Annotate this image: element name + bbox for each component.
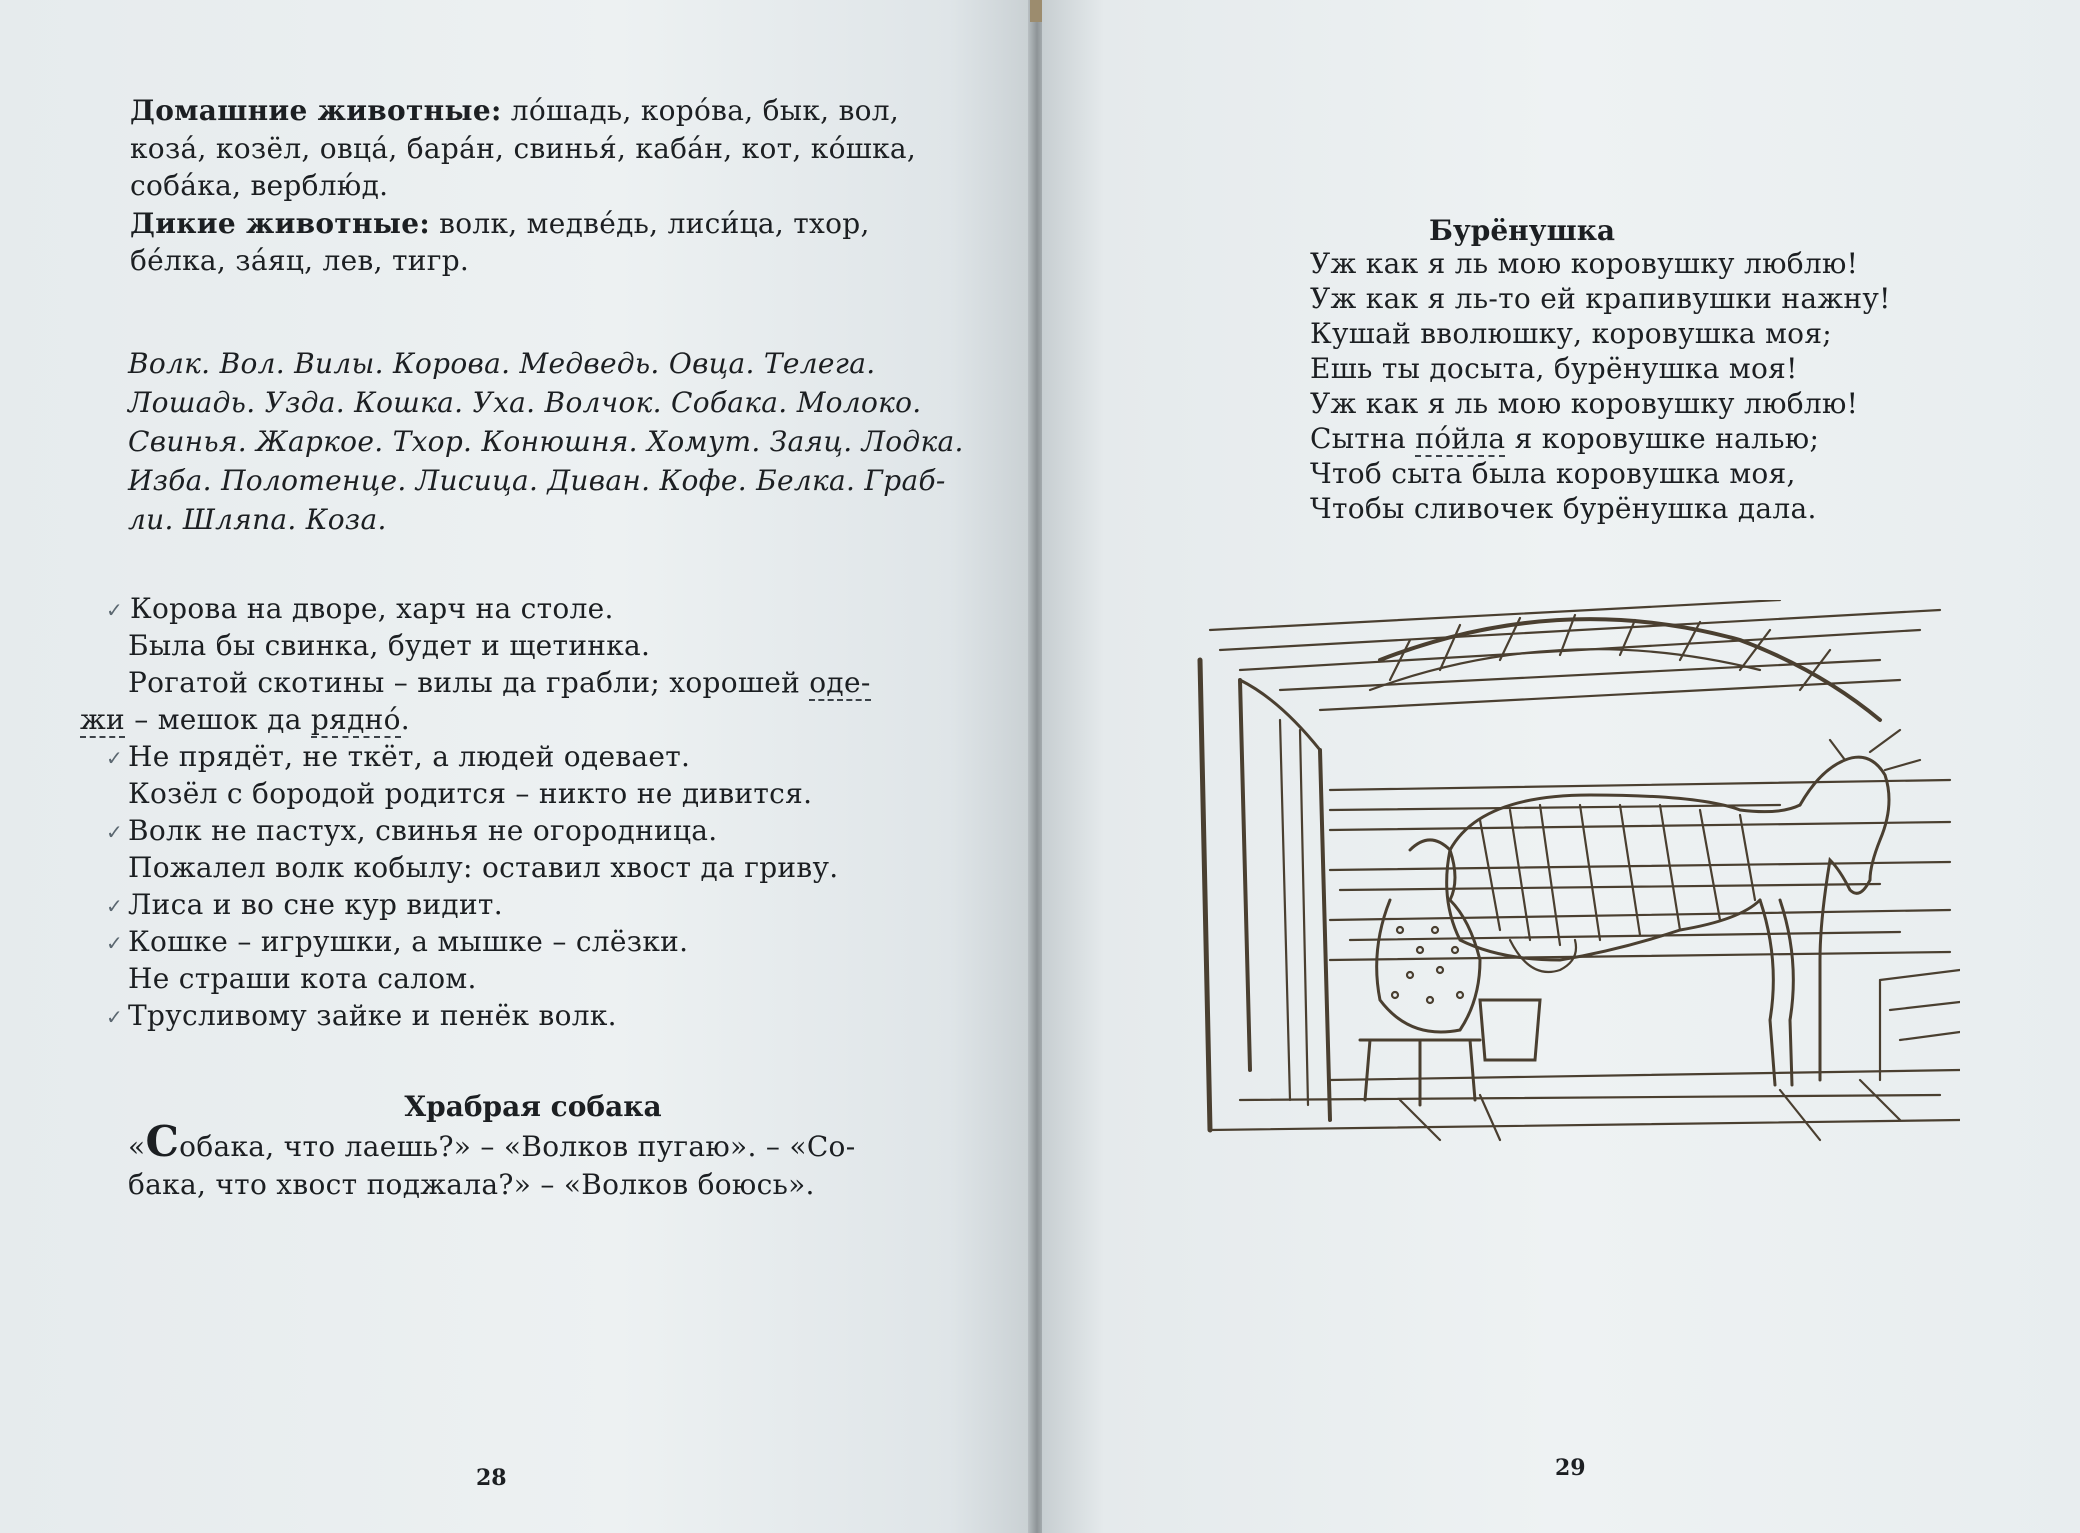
word-list-line: ли. Шляпа. Коза. [128, 503, 387, 536]
domestic-animals-paragraph [130, 92, 935, 280]
underlined-word: рядно́ [310, 703, 401, 736]
page-number-left: 28 [476, 1465, 507, 1491]
underlined-word: жи [80, 703, 126, 736]
check-mark-icon: ✓ [106, 894, 124, 918]
left-page [0, 0, 1032, 1533]
proverb-line: ✓ Корова на дворе, харч на столе. [128, 590, 938, 627]
domestic-text-3: соба́ка, верблю́д. [130, 169, 389, 202]
poem-title: Бурёнушка [1428, 214, 1616, 247]
poem-line: Уж как я ль мою коровушку люблю! [1310, 387, 1859, 420]
proverb-line: Не страши кота салом. [128, 962, 477, 995]
italic-word-list [128, 344, 964, 539]
domestic-text-1: ло́шадь, коро́ва, бык, вол, [501, 94, 900, 127]
domestic-text-2: коза́, козёл, овца́, бара́н, свинья́, каба́н, кот, ко́шка, [130, 131, 917, 165]
check-mark-icon: ✓ [106, 746, 124, 770]
proverb-line: Рогатой скотины – вилы да грабли; хорошей оде- [128, 666, 871, 699]
proverb-line: ✓ Лиса и во сне кур видит. [128, 886, 938, 923]
underlined-word: по́йла [1415, 422, 1506, 455]
story-title: Храбрая собака [404, 1090, 662, 1123]
proverb-line: Козёл с бородой родится – никто не дивится. [128, 777, 813, 810]
check-mark-icon: ✓ [106, 598, 124, 622]
word-list-line: Свинья. Жаркое. Тхор. Конюшня. Хомут. Заяц. Лодка. [128, 425, 964, 458]
proverb-line: ✓ Не прядёт, не ткёт, а людей одевает. [128, 738, 938, 775]
proverb-line: жи – мешок да рядно́. [80, 703, 410, 736]
underlined-word: оде- [809, 666, 871, 699]
poem-line: Чтоб сыта была коровушка моя, [1310, 457, 1796, 490]
proverb-line: ✓ Трусливому зайке и пенёк волк. [128, 997, 938, 1034]
proverbs-list [80, 590, 938, 1034]
check-mark-icon: ✓ [106, 820, 124, 844]
cow-milking-illustration [1180, 600, 1960, 1160]
proverb-line: Была бы свинка, будет и щетинка. [128, 629, 651, 662]
word-list-line: Изба. Полотенце. Лисица. Диван. Кофе. Белка. Граб- [128, 464, 946, 497]
proverb-line: Пожалел волк кобылу: оставил хвост да гриву. [128, 851, 839, 884]
poem-line: Кушай вволюшку, коровушка моя; [1310, 317, 1833, 350]
domestic-label: Домашние животные: [130, 94, 502, 127]
poem-line: Уж как я ль-то ей крапивушки нажну! [1310, 282, 1891, 315]
poem-text [1310, 246, 2010, 526]
proverb-line: ✓ Кошке – игрушки, а мышке – слёзки. [128, 923, 938, 960]
story-text: «Собака, что лаешь?» – «Волков пугаю». – «Со- бака, что хвост поджала?» – «Волков боюсь». [128, 1128, 938, 1204]
check-mark-icon: ✓ [106, 931, 124, 955]
word-list-line: Волк. Вол. Вилы. Корова. Медведь. Овца. Телега. [128, 347, 876, 380]
story-line-2: бака, что хвост поджала?» – «Волков боюсь». [128, 1168, 815, 1201]
poem-line: Уж как я ль мою коровушку люблю! [1310, 247, 1859, 280]
poem-line: Сытна по́йла я коровушке налью; [1310, 422, 1820, 455]
word-list-line: Лошадь. Узда. Кошка. Уха. Волчок. Собака. Молоко. [128, 386, 922, 419]
poem-line: Ешь ты досыта, бурёнушка моя! [1310, 352, 1798, 385]
wild-text-2: бе́лка, за́яц, лев, тигр. [130, 244, 470, 277]
poem-line: Чтобы сливочек бурёнушка дала. [1310, 492, 1817, 525]
proverb-line: ✓ Волк не пастух, свинья не огородница. [128, 812, 938, 849]
page-number-right: 29 [1555, 1455, 1586, 1481]
wild-label: Дикие животные: [130, 206, 430, 240]
check-mark-icon: ✓ [106, 1005, 124, 1029]
wild-text-1: волк, медве́дь, лиси́ца, тхор, [429, 206, 870, 240]
drop-letter: С [145, 1117, 180, 1166]
